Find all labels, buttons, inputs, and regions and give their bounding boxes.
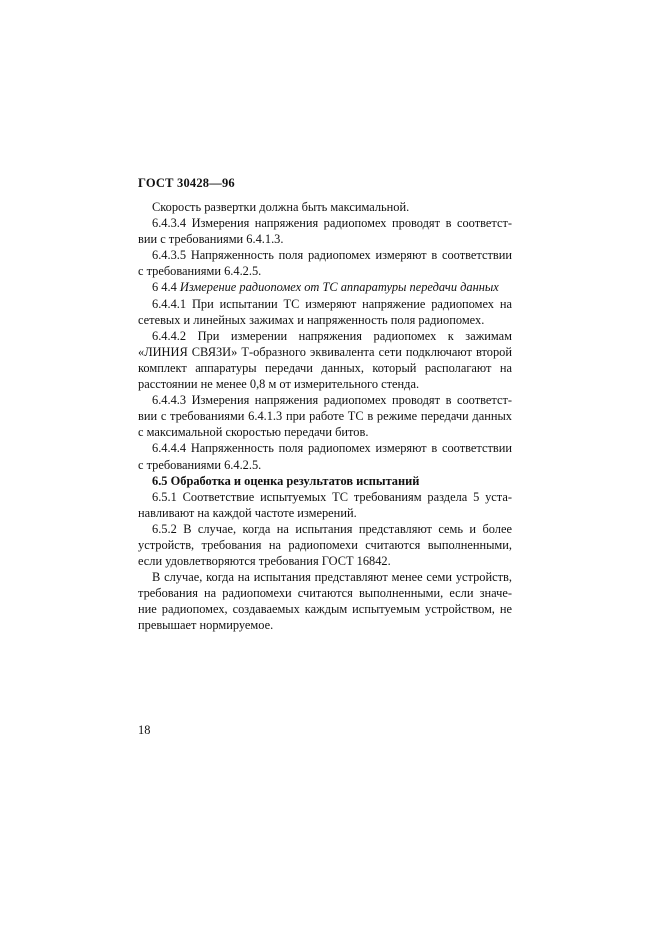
text-line: 6.4.3.5 Напряженность поля радиопомех измеряют в соответствии [152, 248, 512, 263]
text-line: 6.4.3.4 Измерения напряжения радиопомех проводят в соответст- [152, 216, 512, 231]
section-heading-6-5 [138, 473, 512, 489]
text-line: 6.5.1 Соответствие испытуемых ТС требованиям раздела 5 уста- [152, 489, 512, 504]
paragraph-6-4-4-2 [138, 328, 512, 392]
paragraph-6-4-4-3 [138, 392, 512, 440]
text-line: расстоянии не менее 0,8 м от измерительного стенда. [138, 377, 420, 392]
text-line: навливают на каждой частоте измерений. [138, 505, 357, 520]
text-line: с максимальной скоростью передачи битов. [138, 425, 369, 440]
text-line: 6.4.4.4 Напряженность поля радиопомех измеряют в соответствии [152, 441, 512, 456]
section-heading-6-4-4 [138, 279, 512, 295]
paragraph-6-4-4-4 [138, 440, 512, 472]
paragraph-6-4-3-5 [138, 247, 512, 279]
text-line: 6.4.4.2 При измерении напряжения радиопомех к зажимам [152, 328, 512, 343]
text-line: Скорость развертки должна быть максимальной. [152, 200, 410, 214]
page-number: 18 [138, 723, 151, 737]
paragraph-6-4-4-1 [138, 296, 512, 328]
paragraph-6-4-3-4 [138, 215, 512, 247]
text-line: 6.4.4.3 Измерения напряжения радиопомех проводят в соответст- [152, 393, 512, 408]
section-number: 6.5 [152, 473, 168, 488]
text-line: сетевых и линейных зажимах и напряженность поля радиопомех. [138, 312, 485, 327]
text-line: вии с требованиями 6.4.1.3. [138, 232, 284, 247]
paragraph-fewer-devices [138, 569, 512, 633]
text-line: с требованиями 6.4.2.5. [138, 457, 262, 472]
text-line: комплект аппаратуры передачи данных, который располагают на [138, 360, 512, 375]
body-text [138, 199, 512, 634]
paragraph-6-5-1 [138, 489, 512, 521]
text-line: 6.5.2 В случае, когда на испытания представляют семь и более [152, 521, 512, 536]
text-line: требования на радиопомехи считаются выполненными, если значе- [138, 586, 512, 601]
text-line: устройств, требования на радиопомехи считаются выполненными, [138, 537, 512, 552]
paragraph-6-5-2 [138, 521, 512, 569]
text-line: В случае, когда на испытания представляют менее семи устройств, [152, 570, 512, 585]
text-line: ние радиопомех, создаваемых каждым испытуемым устройством, не [138, 602, 512, 617]
section-title: Измерение радиопомех от ТС аппаратуры передачи данных [179, 280, 499, 295]
standard-header: ГОСТ 30428—96 [138, 176, 235, 190]
text-line: 6.4.4.1 При испытании ТС измеряют напряжение радиопомех на [152, 296, 512, 311]
text-line: превышает нормируемое. [138, 618, 274, 633]
section-title: Обработка и оценка результатов испытаний [170, 473, 420, 488]
section-number: 6 4.4 [152, 280, 177, 295]
text-line: вии с требованиями 6.4.1.3 при работе ТС в режиме передачи данных [138, 409, 512, 424]
text-line: если удовлетворяются требования ГОСТ 16842. [138, 554, 391, 569]
paragraph-sweep-speed [138, 199, 512, 215]
text-line: «ЛИНИЯ СВЯЗИ» Т-образного эквивалента сети подключают второй [138, 344, 512, 359]
text-line: с требованиями 6.4.2.5. [138, 264, 262, 279]
